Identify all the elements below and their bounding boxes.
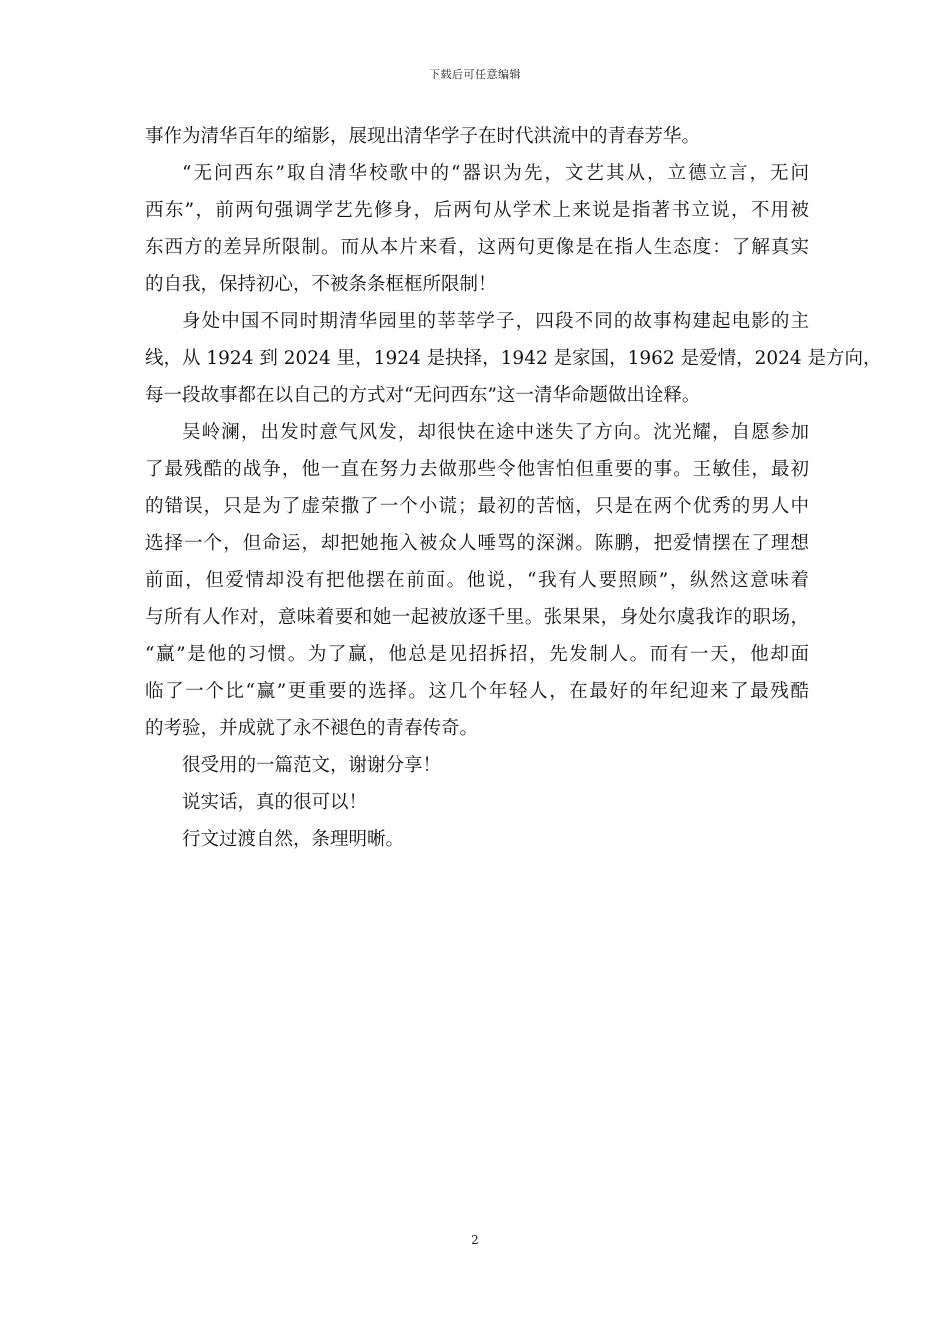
text-line: 临了一个比“赢”更重要的选择。这几个年轻人，在最好的年纪迎来了最残酷 [145, 681, 809, 702]
page-header: 下载后可任意编辑 [429, 68, 521, 81]
text-line: 吴岭澜，出发时意气风发，却很快在途中迷失了方向。沈光耀，自愿参加 [182, 422, 809, 443]
text-line: 的考验，并成就了永不褪色的青春传奇。 [145, 718, 479, 739]
paragraph-3 [145, 303, 882, 414]
comment-2 [145, 784, 809, 821]
paragraph-4 [145, 414, 809, 747]
comment-3 [145, 821, 809, 858]
text-line: 与所有人作对，意味着要和她一起被放逐千里。张果果，身处尔虞我诈的职场， [145, 607, 809, 628]
text-line: 的自我，保持初心，不被条条框框所限制！ [145, 274, 497, 295]
text-line: 说实话，真的很可以！ [182, 792, 368, 813]
text-line: 选择一个，但命运，却把她拖入被众人唾骂的深渊。陈鹏，把爱情摆在了理想 [145, 533, 809, 554]
text-line: 行文过渡自然，条理明晰。 [182, 829, 405, 850]
text-line: 很受用的一篇范文，谢谢分享！ [182, 755, 442, 776]
text-line: 东西方的差异所限制。而从本片来看，这两句更像是在指人生态度：了解真实 [145, 237, 809, 258]
comment-1 [145, 747, 809, 784]
text-line: 身处中国不同时期清华园里的莘莘学子，四段不同的故事构建起电影的主 [182, 311, 809, 332]
text-line: 的错误，只是为了虚荣撒了一个小谎；最初的苦恼，只是在两个优秀的男人中 [145, 496, 809, 517]
text-line: 前面，但爱情却没有把他摆在前面。他说，“我有人要照顾”，纵然这意味着 [145, 570, 809, 591]
text-line: 事作为清华百年的缩影，展现出清华学子在时代洪流中的青春芳华。 [145, 126, 701, 147]
paragraph-1 [145, 118, 809, 155]
text-line: 西东”，前两句强调学艺先修身，后两句从学术上来说是指著书立说，不用被 [145, 200, 809, 221]
text-line: 线，从 1924 到 2024 里，1924 是抉择，1942 是家国，1962 是爱情，2024 是方向， [145, 348, 882, 369]
text-line: 每一段故事都在以自己的方式对“无问西东”这一清华命题做出诠释。 [145, 385, 701, 406]
text-line: “赢”是他的习惯。为了赢，他总是见招拆招，先发制人。而有一天，他却面 [145, 644, 809, 665]
text-line: “无问西东”取自清华校歌中的“器识为先，文艺其从，立德立言，无问 [182, 163, 809, 184]
document-body [145, 118, 882, 858]
page-number: 2 [471, 1233, 479, 1247]
text-line: 了最残酷的战争，他一直在努力去做那些令他害怕但重要的事。王敏佳，最初 [145, 459, 809, 480]
paragraph-2 [145, 155, 809, 303]
